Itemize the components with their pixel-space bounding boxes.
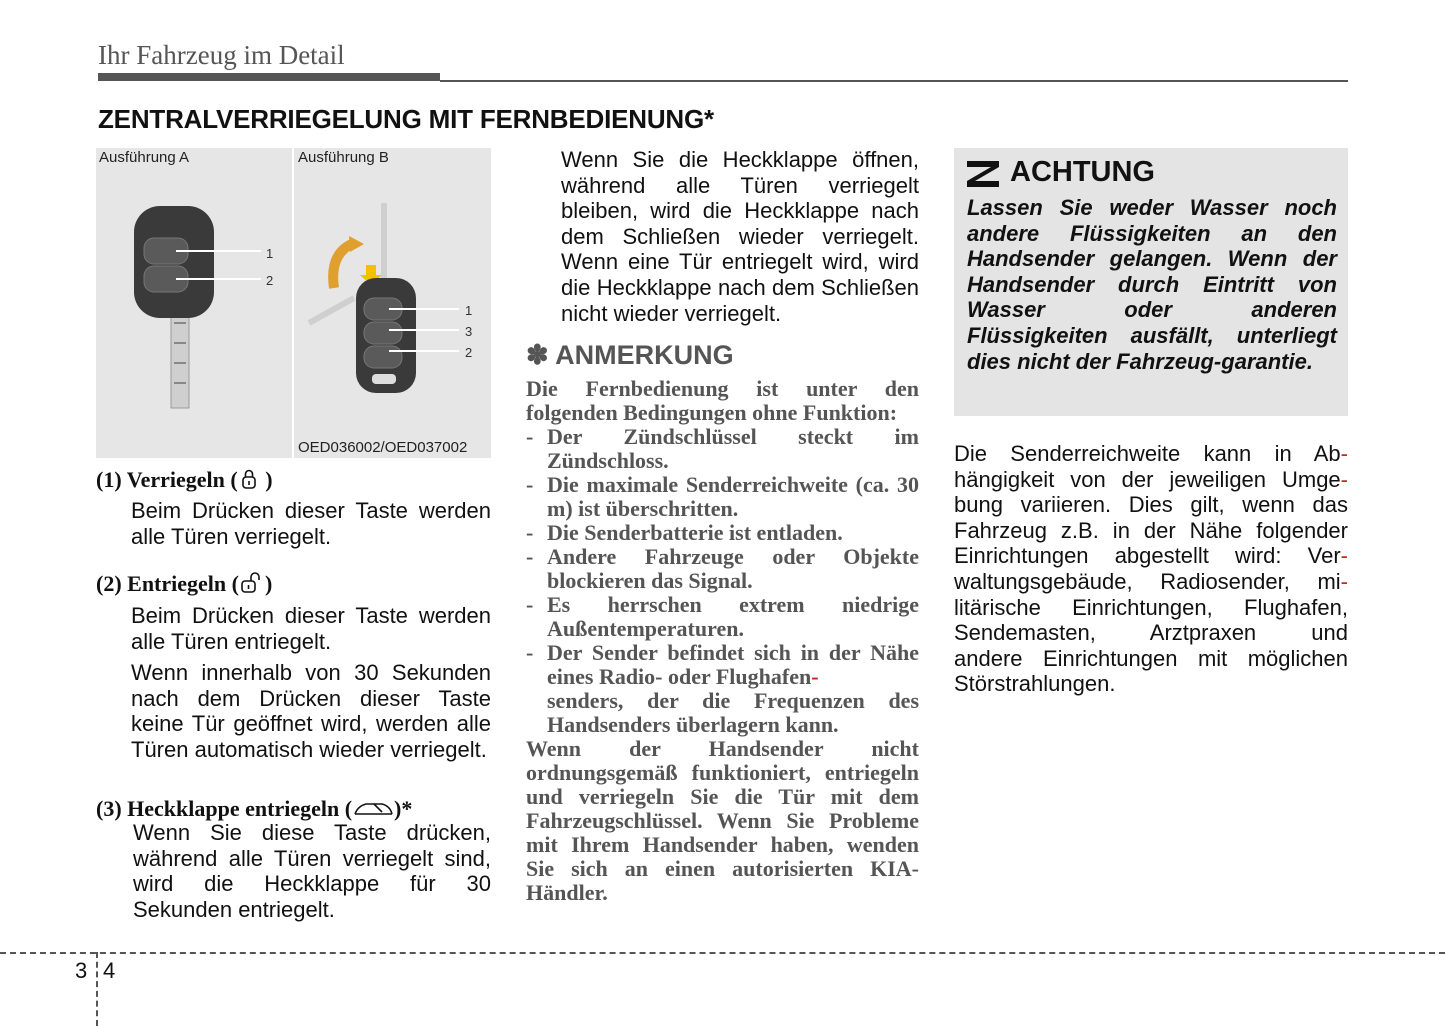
note-item-2: - Die maximale Senderreichweite (ca. 30 m) ist überschritten. — [526, 472, 919, 521]
range-line-6: waltungsgebäude, Radiosender, mi — [954, 568, 1341, 594]
note-item-3: - Die Senderbatterie ist entladen. — [526, 520, 843, 545]
callout-b-2: 2 — [465, 345, 473, 360]
tailgate-paragraph: Wenn Sie die Heckklappe öffnen, während alle Türen verriegelt bleiben, wird die Heckklappe nach dem Schließen wieder verriegelt. Wenn eine Tür entriegelt wird, wird die Heckklappe nach dem Schließen nicht wieder verriegelt. — [561, 147, 919, 326]
note-body — [526, 377, 919, 905]
item-2-title: (2) Entriegeln ( ) — [96, 571, 273, 596]
page-chapter: 3 — [75, 958, 88, 983]
unlock-icon — [239, 571, 265, 595]
note-item-4: - Andere Fahrzeuge oder Objekte blockieren das Signal. — [526, 544, 919, 593]
note-intro: Die Fernbedienung ist unter den folgenden Bedingungen ohne Funktion: — [526, 376, 919, 425]
item-2-text-1: Beim Drücken dieser Taste werden alle Türen entriegelt. — [131, 603, 491, 654]
note-heading: ✽ ANMERKUNG — [526, 340, 734, 370]
figure-label-a: Ausführung A — [99, 149, 190, 166]
range-line-7: litärische Einrichtungen, Flughafen, — [954, 594, 1348, 620]
lock-icon — [238, 468, 260, 490]
note-item-5: - Es herrschen extrem niedrige Außentemperaturen. — [526, 592, 919, 641]
footer-divider — [96, 952, 98, 1026]
footer-rule — [0, 952, 1445, 954]
range-line-5: Einrichtungen abgestellt wird: Ver — [954, 543, 1341, 569]
tailgate-icon — [352, 798, 394, 820]
warning-icon — [967, 161, 999, 187]
header-rule — [440, 80, 1348, 82]
warning-text: Lassen Sie weder Wasser noch andere Flüssigkeiten an den Handsender gelangen. Wenn der Handsender durch Eintritt von Wasser oder anderen Flüssigkeiten ausfällt, unterliegt dies nicht der Fahrzeug-garantie. — [967, 195, 1337, 374]
range-line-10: Störstrahlungen. — [954, 671, 1116, 697]
callout-b-1: 1 — [465, 303, 473, 318]
callout-a-1: 1 — [266, 246, 274, 261]
range-paragraph: Die Senderreichweite kann in Ab- hängigkeit von der jeweiligen Umge- bung variieren. Dies gilt, wenn das Fahrzeug z.B. in der Nähe folgender Einrichtungen abgestellt wird: Ver- waltungsgebäude, Radiosender, mi- litärische Einrichtungen, Flughafen, Sendemasten, Arztpraxen und andere Einrichtungen mit möglichen Störstrahlungen. — [954, 441, 1348, 697]
range-line-3: bung variieren. Dies gilt, wenn das — [954, 492, 1348, 518]
range-line-8: Sendemasten, Arztpraxen und — [954, 620, 1348, 646]
warning-heading: ACHTUNG — [1010, 156, 1155, 188]
note-outro: Wenn der Handsender nicht ordnungsgemäß funktioniert, entriegeln und verriegeln Sie die Tür mit dem Fahrzeugschlüssel. Wenn Sie Probleme mit Ihrem Handsender haben, wenden Sie sich an einen autorisierten KIA-Händler. — [526, 736, 919, 905]
item-3-text: Wenn Sie diese Taste drücken, während alle Türen verriegelt sind, wird die Heckklappe für 30 Sekunden entriegelt. — [133, 820, 491, 922]
section-title: ZENTRALVERRIEGELUNG MIT FERNBEDIENUNG* — [98, 104, 714, 134]
note-item-6: - Der Sender befindet sich in der Nähe eines Radio- oder Flughafen- senders, der die Frequenzen des Handsenders überlagern kann. — [526, 640, 919, 737]
callout-a-2: 2 — [266, 273, 274, 288]
item-1-title: (1) Verriegeln ( ) — [96, 467, 273, 492]
range-line-9: andere Einrichtungen mit möglichen — [954, 645, 1348, 671]
callout-b-3: 3 — [465, 324, 473, 339]
range-line-2: hängigkeit von der jeweiligen Umge — [954, 466, 1341, 492]
item-1-text: Beim Drücken dieser Taste werden alle Türen verriegelt. — [131, 498, 491, 549]
note-item-1: - Der Zündschlüssel steckt im Zündschloss. — [526, 424, 919, 473]
item-3-title: (3) Heckklappe entriegeln ( )* — [96, 796, 413, 821]
item-2-text-2: Wenn innerhalb von 30 Sekunden nach dem Drücken dieser Taste keine Tür geöffnet wird, werden alle Türen automatisch wieder verriegelt. — [131, 660, 491, 762]
range-line-1: Die Senderreichweite kann in Ab — [954, 441, 1341, 466]
range-line-4: Fahrzeug z.B. in der Nähe folgender — [954, 517, 1348, 543]
figure-label-b: Ausführung B — [298, 149, 389, 166]
header-bar — [98, 73, 440, 81]
key-b-illustration — [294, 148, 491, 438]
running-header: Ihr Fahrzeug im Detail — [98, 40, 345, 70]
page-number: 4 — [103, 958, 116, 983]
key-a-illustration — [96, 148, 292, 458]
figure-code: OED036002/OED037002 — [298, 439, 468, 456]
